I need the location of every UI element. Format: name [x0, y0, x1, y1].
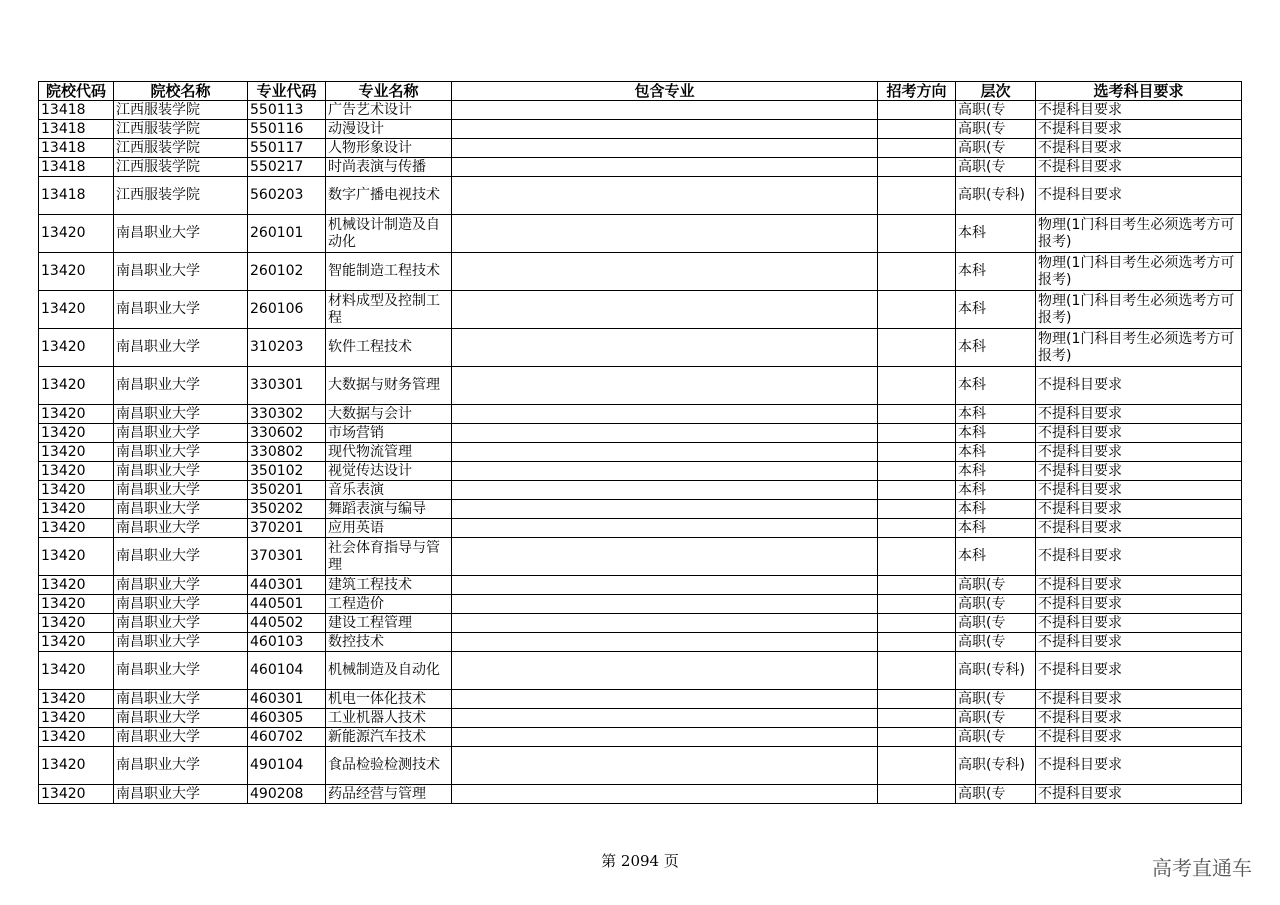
level-cell: 高职(专: [956, 139, 1036, 158]
school-name-cell: 南昌职业大学: [114, 595, 248, 614]
major-code-cell: 440502: [248, 614, 326, 633]
direction-cell: [878, 443, 956, 462]
level-cell: 本科: [956, 462, 1036, 481]
level-cell: 高职(专: [956, 709, 1036, 728]
table-row: [39, 728, 1242, 747]
level-cell: 高职(专: [956, 690, 1036, 709]
major-name-cell: 应用英语: [326, 519, 452, 538]
included-majors-cell: [452, 652, 878, 690]
table-row: [39, 576, 1242, 595]
major-code-cell: 460702: [248, 728, 326, 747]
table-row: [39, 120, 1242, 139]
level-cell: 本科: [956, 500, 1036, 519]
level-cell: 高职(专: [956, 576, 1036, 595]
included-majors-cell: [452, 253, 878, 291]
level-cell: 高职(专: [956, 595, 1036, 614]
major-name-cell: 机电一体化技术: [326, 690, 452, 709]
school-code-cell: 13420: [39, 690, 114, 709]
major-name-cell: 现代物流管理: [326, 443, 452, 462]
school-name-cell: 南昌职业大学: [114, 690, 248, 709]
subject-requirement-cell: 物理(1门科目考生必须选考方可报考): [1036, 329, 1242, 367]
major-name-cell: 视觉传达设计: [326, 462, 452, 481]
school-code-cell: 13420: [39, 728, 114, 747]
table-row: [39, 481, 1242, 500]
major-code-cell: 260101: [248, 215, 326, 253]
school-name-cell: 南昌职业大学: [114, 709, 248, 728]
table-row: [39, 443, 1242, 462]
school-code-cell: 13420: [39, 519, 114, 538]
major-name-cell: 机械制造及自动化: [326, 652, 452, 690]
school-code-cell: 13420: [39, 747, 114, 785]
level-cell: 高职(专科): [956, 177, 1036, 215]
subject-requirement-cell: 不提科目要求: [1036, 367, 1242, 405]
school-code-cell: 13418: [39, 158, 114, 177]
major-name-cell: 新能源汽车技术: [326, 728, 452, 747]
school-code-cell: 13420: [39, 576, 114, 595]
major-name-cell: 智能制造工程技术: [326, 253, 452, 291]
school-code-cell: 13418: [39, 139, 114, 158]
header-school-code: 院校代码: [39, 82, 114, 101]
level-cell: 本科: [956, 538, 1036, 576]
direction-cell: [878, 709, 956, 728]
major-code-cell: 330301: [248, 367, 326, 405]
level-cell: 本科: [956, 405, 1036, 424]
level-cell: 本科: [956, 519, 1036, 538]
table-row: [39, 139, 1242, 158]
direction-cell: [878, 785, 956, 804]
major-code-cell: 490208: [248, 785, 326, 804]
table-header-row: [39, 82, 1242, 101]
subject-requirement-cell: 物理(1门科目考生必须选考方可报考): [1036, 215, 1242, 253]
school-code-cell: 13418: [39, 101, 114, 120]
major-name-cell: 工业机器人技术: [326, 709, 452, 728]
school-code-cell: 13420: [39, 785, 114, 804]
major-name-cell: 舞蹈表演与编导: [326, 500, 452, 519]
table-row: [39, 158, 1242, 177]
school-name-cell: 南昌职业大学: [114, 538, 248, 576]
subject-requirement-cell: 不提科目要求: [1036, 614, 1242, 633]
subject-requirement-cell: 不提科目要求: [1036, 424, 1242, 443]
school-name-cell: 江西服装学院: [114, 177, 248, 215]
watermark: 高考直通车: [1152, 856, 1252, 880]
school-name-cell: 南昌职业大学: [114, 424, 248, 443]
included-majors-cell: [452, 405, 878, 424]
major-name-cell: 动漫设计: [326, 120, 452, 139]
major-name-cell: 软件工程技术: [326, 329, 452, 367]
major-name-cell: 数控技术: [326, 633, 452, 652]
included-majors-cell: [452, 747, 878, 785]
level-cell: 高职(专: [956, 633, 1036, 652]
level-cell: 本科: [956, 329, 1036, 367]
table-row: [39, 690, 1242, 709]
school-name-cell: 南昌职业大学: [114, 462, 248, 481]
direction-cell: [878, 405, 956, 424]
school-code-cell: 13420: [39, 424, 114, 443]
major-code-cell: 550113: [248, 101, 326, 120]
subject-requirement-cell: 不提科目要求: [1036, 405, 1242, 424]
direction-cell: [878, 519, 956, 538]
included-majors-cell: [452, 424, 878, 443]
direction-cell: [878, 158, 956, 177]
major-code-cell: 370201: [248, 519, 326, 538]
subject-requirement-cell: 不提科目要求: [1036, 139, 1242, 158]
subject-requirement-cell: 不提科目要求: [1036, 652, 1242, 690]
major-code-cell: 350201: [248, 481, 326, 500]
major-code-cell: 490104: [248, 747, 326, 785]
school-name-cell: 南昌职业大学: [114, 652, 248, 690]
level-cell: 高职(专科): [956, 747, 1036, 785]
table-row: [39, 500, 1242, 519]
school-code-cell: 13420: [39, 215, 114, 253]
included-majors-cell: [452, 443, 878, 462]
school-name-cell: 江西服装学院: [114, 120, 248, 139]
major-code-cell: 350102: [248, 462, 326, 481]
subject-requirement-cell: 不提科目要求: [1036, 177, 1242, 215]
direction-cell: [878, 177, 956, 215]
school-name-cell: 南昌职业大学: [114, 785, 248, 804]
school-name-cell: 江西服装学院: [114, 158, 248, 177]
level-cell: 高职(专: [956, 614, 1036, 633]
table-row: [39, 101, 1242, 120]
school-code-cell: 13420: [39, 614, 114, 633]
major-code-cell: 350202: [248, 500, 326, 519]
header-subject-requirement: 选考科目要求: [1036, 82, 1242, 101]
school-code-cell: 13420: [39, 595, 114, 614]
subject-requirement-cell: 不提科目要求: [1036, 500, 1242, 519]
subject-requirement-cell: 不提科目要求: [1036, 462, 1242, 481]
direction-cell: [878, 215, 956, 253]
major-code-cell: 440301: [248, 576, 326, 595]
major-name-cell: 音乐表演: [326, 481, 452, 500]
table-body: [39, 101, 1242, 804]
subject-requirement-cell: 不提科目要求: [1036, 101, 1242, 120]
included-majors-cell: [452, 462, 878, 481]
subject-requirement-cell: 不提科目要求: [1036, 747, 1242, 785]
table-row: [39, 424, 1242, 443]
table-row: [39, 747, 1242, 785]
direction-cell: [878, 329, 956, 367]
header-level: 层次: [956, 82, 1036, 101]
subject-requirement-cell: 物理(1门科目考生必须选考方可报考): [1036, 253, 1242, 291]
major-code-cell: 370301: [248, 538, 326, 576]
table-row: [39, 614, 1242, 633]
school-name-cell: 江西服装学院: [114, 101, 248, 120]
school-name-cell: 南昌职业大学: [114, 215, 248, 253]
table-row: [39, 462, 1242, 481]
major-name-cell: 建设工程管理: [326, 614, 452, 633]
school-code-cell: 13418: [39, 177, 114, 215]
school-name-cell: 南昌职业大学: [114, 614, 248, 633]
table-row: [39, 633, 1242, 652]
header-major-name: 专业名称: [326, 82, 452, 101]
school-code-cell: 13420: [39, 405, 114, 424]
major-name-cell: 广告艺术设计: [326, 101, 452, 120]
school-code-cell: 13420: [39, 253, 114, 291]
major-code-cell: 550117: [248, 139, 326, 158]
school-name-cell: 南昌职业大学: [114, 291, 248, 329]
major-code-cell: 260102: [248, 253, 326, 291]
school-code-cell: 13420: [39, 367, 114, 405]
level-cell: 本科: [956, 443, 1036, 462]
level-cell: 高职(专: [956, 728, 1036, 747]
level-cell: 高职(专: [956, 158, 1036, 177]
subject-requirement-cell: 不提科目要求: [1036, 785, 1242, 804]
school-name-cell: 江西服装学院: [114, 139, 248, 158]
school-name-cell: 南昌职业大学: [114, 576, 248, 595]
level-cell: 高职(专: [956, 120, 1036, 139]
direction-cell: [878, 728, 956, 747]
table-row: [39, 405, 1242, 424]
table-row: [39, 538, 1242, 576]
subject-requirement-cell: 不提科目要求: [1036, 443, 1242, 462]
school-code-cell: 13420: [39, 538, 114, 576]
major-code-cell: 440501: [248, 595, 326, 614]
level-cell: 本科: [956, 481, 1036, 500]
major-code-cell: 560203: [248, 177, 326, 215]
major-code-cell: 460104: [248, 652, 326, 690]
direction-cell: [878, 101, 956, 120]
page-number: 第 2094 页: [601, 852, 679, 870]
included-majors-cell: [452, 101, 878, 120]
level-cell: 高职(专: [956, 101, 1036, 120]
major-name-cell: 市场营销: [326, 424, 452, 443]
major-code-cell: 460305: [248, 709, 326, 728]
subject-requirement-cell: 不提科目要求: [1036, 595, 1242, 614]
included-majors-cell: [452, 329, 878, 367]
included-majors-cell: [452, 633, 878, 652]
table-row: [39, 329, 1242, 367]
school-code-cell: 13420: [39, 443, 114, 462]
included-majors-cell: [452, 538, 878, 576]
header-direction: 招考方向: [878, 82, 956, 101]
included-majors-cell: [452, 291, 878, 329]
major-name-cell: 材料成型及控制工程: [326, 291, 452, 329]
direction-cell: [878, 538, 956, 576]
subject-requirement-cell: 不提科目要求: [1036, 519, 1242, 538]
included-majors-cell: [452, 728, 878, 747]
school-code-cell: 13420: [39, 500, 114, 519]
major-code-cell: 550116: [248, 120, 326, 139]
subject-requirement-cell: 不提科目要求: [1036, 158, 1242, 177]
direction-cell: [878, 614, 956, 633]
table-row: [39, 709, 1242, 728]
major-code-cell: 260106: [248, 291, 326, 329]
table-row: [39, 652, 1242, 690]
school-code-cell: 13420: [39, 633, 114, 652]
included-majors-cell: [452, 690, 878, 709]
included-majors-cell: [452, 158, 878, 177]
school-name-cell: 南昌职业大学: [114, 633, 248, 652]
direction-cell: [878, 481, 956, 500]
direction-cell: [878, 595, 956, 614]
major-name-cell: 大数据与财务管理: [326, 367, 452, 405]
level-cell: 本科: [956, 367, 1036, 405]
included-majors-cell: [452, 139, 878, 158]
major-name-cell: 数字广播电视技术: [326, 177, 452, 215]
school-name-cell: 南昌职业大学: [114, 500, 248, 519]
major-name-cell: 机械设计制造及自动化: [326, 215, 452, 253]
included-majors-cell: [452, 614, 878, 633]
table-row: [39, 215, 1242, 253]
school-code-cell: 13420: [39, 329, 114, 367]
school-code-cell: 13420: [39, 291, 114, 329]
direction-cell: [878, 500, 956, 519]
direction-cell: [878, 253, 956, 291]
school-code-cell: 13420: [39, 462, 114, 481]
level-cell: 本科: [956, 253, 1036, 291]
school-name-cell: 南昌职业大学: [114, 405, 248, 424]
level-cell: 本科: [956, 424, 1036, 443]
direction-cell: [878, 139, 956, 158]
direction-cell: [878, 291, 956, 329]
direction-cell: [878, 120, 956, 139]
level-cell: 高职(专科): [956, 652, 1036, 690]
major-name-cell: 工程造价: [326, 595, 452, 614]
direction-cell: [878, 747, 956, 785]
school-name-cell: 南昌职业大学: [114, 367, 248, 405]
table-row: [39, 785, 1242, 804]
subject-requirement-cell: 物理(1门科目考生必须选考方可报考): [1036, 291, 1242, 329]
subject-requirement-cell: 不提科目要求: [1036, 709, 1242, 728]
direction-cell: [878, 633, 956, 652]
included-majors-cell: [452, 367, 878, 405]
subject-requirement-cell: 不提科目要求: [1036, 728, 1242, 747]
level-cell: 本科: [956, 215, 1036, 253]
school-code-cell: 13420: [39, 481, 114, 500]
school-name-cell: 南昌职业大学: [114, 519, 248, 538]
table-row: [39, 177, 1242, 215]
major-code-cell: 460103: [248, 633, 326, 652]
major-code-cell: 330302: [248, 405, 326, 424]
school-code-cell: 13420: [39, 652, 114, 690]
table-row: [39, 519, 1242, 538]
table-row: [39, 253, 1242, 291]
direction-cell: [878, 367, 956, 405]
major-code-cell: 460301: [248, 690, 326, 709]
direction-cell: [878, 576, 956, 595]
header-major-code: 专业代码: [248, 82, 326, 101]
major-name-cell: 建筑工程技术: [326, 576, 452, 595]
header-school-name: 院校名称: [114, 82, 248, 101]
direction-cell: [878, 690, 956, 709]
school-name-cell: 南昌职业大学: [114, 481, 248, 500]
major-name-cell: 时尚表演与传播: [326, 158, 452, 177]
included-majors-cell: [452, 576, 878, 595]
included-majors-cell: [452, 595, 878, 614]
major-code-cell: 310203: [248, 329, 326, 367]
subject-requirement-cell: 不提科目要求: [1036, 120, 1242, 139]
major-name-cell: 食品检验检测技术: [326, 747, 452, 785]
direction-cell: [878, 462, 956, 481]
major-name-cell: 药品经营与管理: [326, 785, 452, 804]
included-majors-cell: [452, 709, 878, 728]
table-row: [39, 367, 1242, 405]
level-cell: 本科: [956, 291, 1036, 329]
school-name-cell: 南昌职业大学: [114, 329, 248, 367]
included-majors-cell: [452, 785, 878, 804]
table-row: [39, 291, 1242, 329]
major-name-cell: 社会体育指导与管理: [326, 538, 452, 576]
school-code-cell: 13418: [39, 120, 114, 139]
school-name-cell: 南昌职业大学: [114, 747, 248, 785]
major-name-cell: 人物形象设计: [326, 139, 452, 158]
included-majors-cell: [452, 500, 878, 519]
table-row: [39, 595, 1242, 614]
admissions-table: [38, 81, 1242, 804]
included-majors-cell: [452, 481, 878, 500]
included-majors-cell: [452, 519, 878, 538]
included-majors-cell: [452, 215, 878, 253]
level-cell: 高职(专: [956, 785, 1036, 804]
included-majors-cell: [452, 120, 878, 139]
subject-requirement-cell: 不提科目要求: [1036, 576, 1242, 595]
school-name-cell: 南昌职业大学: [114, 443, 248, 462]
header-included-majors: 包含专业: [452, 82, 878, 101]
subject-requirement-cell: 不提科目要求: [1036, 690, 1242, 709]
subject-requirement-cell: 不提科目要求: [1036, 481, 1242, 500]
school-name-cell: 南昌职业大学: [114, 253, 248, 291]
major-code-cell: 550217: [248, 158, 326, 177]
subject-requirement-cell: 不提科目要求: [1036, 538, 1242, 576]
school-name-cell: 南昌职业大学: [114, 728, 248, 747]
school-code-cell: 13420: [39, 709, 114, 728]
subject-requirement-cell: 不提科目要求: [1036, 633, 1242, 652]
direction-cell: [878, 424, 956, 443]
major-code-cell: 330802: [248, 443, 326, 462]
included-majors-cell: [452, 177, 878, 215]
direction-cell: [878, 652, 956, 690]
major-code-cell: 330602: [248, 424, 326, 443]
major-name-cell: 大数据与会计: [326, 405, 452, 424]
